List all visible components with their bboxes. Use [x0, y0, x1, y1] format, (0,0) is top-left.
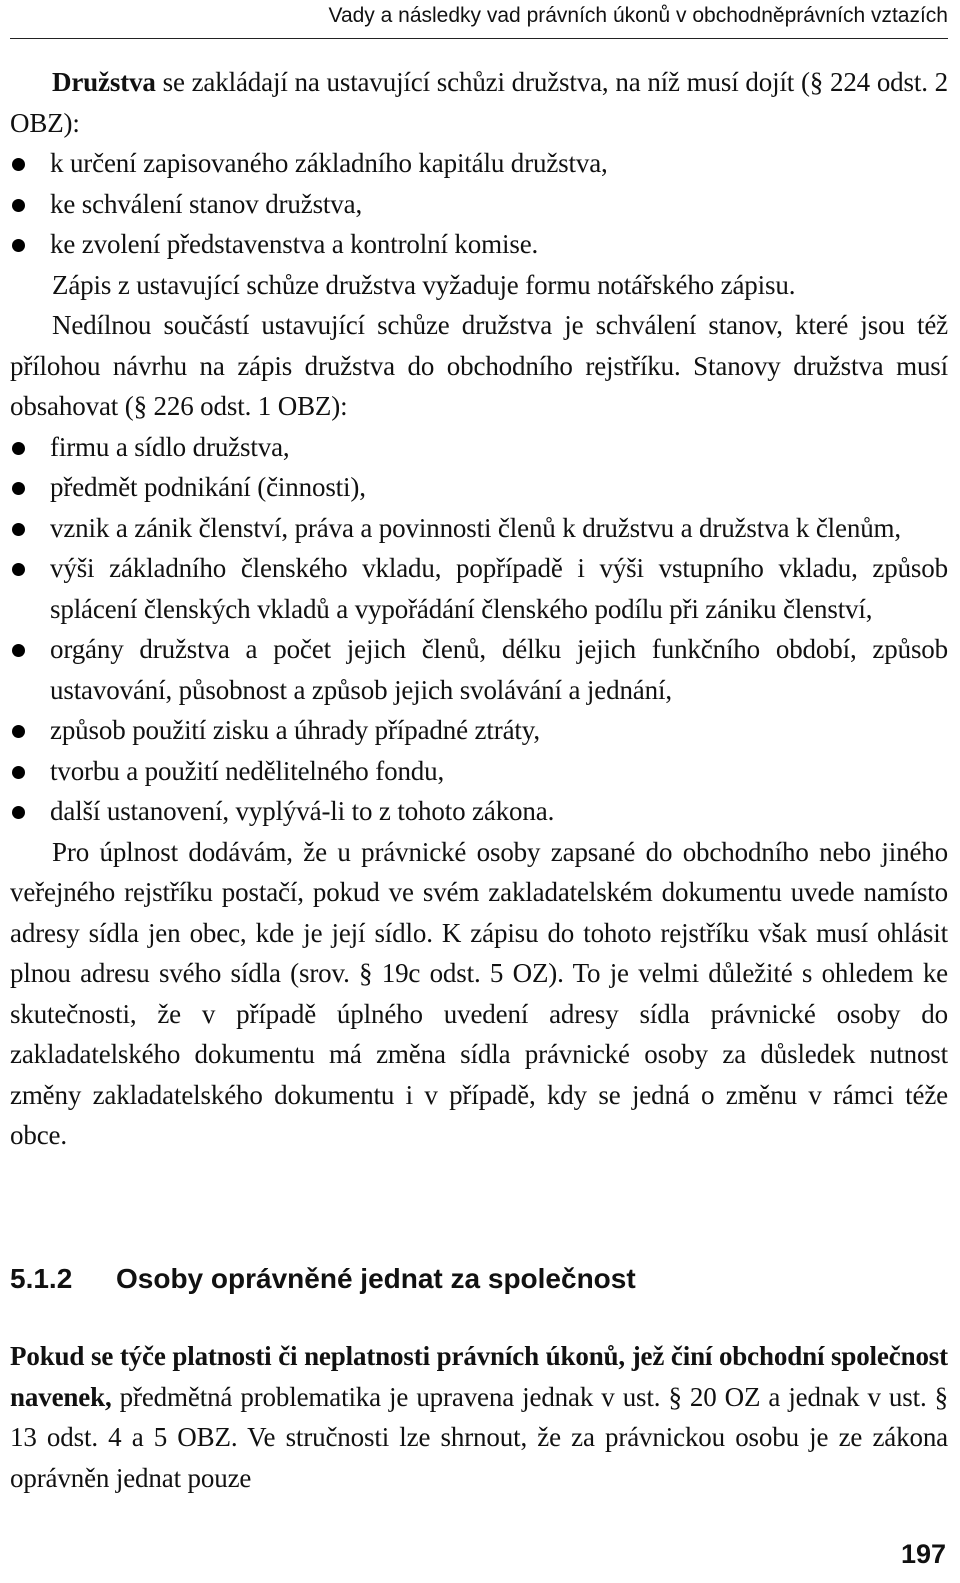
list-item: tvorbu a použití nedělitelného fondu, [10, 751, 948, 792]
statutes-paragraph: Nedílnou součástí ustavující schůze družstva je schválení stanov, které jsou též přílohou návrhu na zápis družstva do obchodního rejstříku. Stanovy družstva musí obsahovat (§ 226 odst. 1 OBZ): [10, 310, 948, 421]
list-item: předmět podnikání (činnosti), [10, 467, 948, 508]
section-heading [10, 1262, 948, 1296]
intro-paragraph [10, 62, 948, 143]
list-item: způsob použití zisku a úhrady případné ztráty, [10, 710, 948, 751]
bullet-icon [12, 563, 25, 576]
bullet-icon [12, 806, 25, 819]
bullet-icon [12, 725, 25, 738]
founding-meeting-list [10, 143, 948, 265]
intro-bold-lead: Družstva [52, 67, 156, 97]
list-item: výši základního členského vkladu, popřípadě i výši vstupního vkladu, způsob splácení členských vkladů a vypořádání členského podílu při zániku členství, [10, 548, 948, 629]
statutes-content-list [10, 427, 948, 832]
body-text-lower [10, 1336, 948, 1498]
representation-paragraph [10, 1336, 948, 1498]
header-rule [10, 38, 948, 39]
list-item: další ustanovení, vyplývá-li to z tohoto zákona. [10, 791, 948, 832]
list-item: k určení zapisovaného základního kapitálu družstva, [10, 143, 948, 184]
bullet-icon [12, 482, 25, 495]
list-item: ke zvolení představenstva a kontrolní komise. [10, 224, 948, 265]
bullet-icon [12, 442, 25, 455]
body-text-upper [10, 62, 948, 1156]
section-number: 5.1.2 [10, 1263, 73, 1294]
list-item: vznik a zánik členství, práva a povinnosti členů k družstvu a družstva k členům, [10, 508, 948, 549]
bullet-icon [12, 766, 25, 779]
bullet-icon [12, 158, 25, 171]
bullet-icon [12, 644, 25, 657]
bullet-icon [12, 239, 25, 252]
notarial-record-paragraph: Zápis z ustavující schůze družstva vyžaduje formu notářského zápisu. [52, 269, 796, 300]
bullet-icon [12, 523, 25, 536]
bullet-icon [12, 199, 25, 212]
registered-office-paragraph: Pro úplnost dodávám, že u právnické osoby zapsané do obchodního nebo jiného veřejného rejstříku postačí, pokud ve svém zakladatelském dokumentu uvede namísto adresy sídla jen obec, kde je její sídlo. K zápisu do tohoto rejstříku však musí ohlásit plnou adresu svého sídla (srov. § 19c odst. 5 OZ). To je velmi důležité s ohledem ke skutečnosti, že v případě úplného uvedení adresy sídla právnické osoby do zakladatelského dokumentu má změna sídla právnické osoby za důsledek nutnost změny zakladatelského dokumentu i v případě, kdy se jedná o změnu v rámci téže obce. [10, 836, 948, 1150]
running-header: Vady a následky vad právních úkonů v obchodněprávních vztazích [328, 4, 948, 27]
page-number: 197 [900, 1539, 946, 1569]
representation-bold-lead: Pokud se týče platnosti či neplatnosti právních úkonů, jež činí obchodní společnost navenek, [10, 1341, 948, 1412]
list-item: firmu a sídlo družstva, [10, 427, 948, 468]
intro-text: se zakládají na ustavující schůzi družstva, na níž musí dojít (§ 224 odst. 2 OBZ): [10, 67, 948, 138]
representation-text: předmětná problematika je upravena jednak v ust. § 20 OZ a jednak v ust. § 13 odst. 4 a 5 OBZ. Ve stručnosti lze shrnout, že za právnickou osobu je ze zákona oprávněn jednat pouze [10, 1381, 948, 1493]
list-item: ke schválení stanov družstva, [10, 184, 948, 225]
section-title: Osoby oprávněné jednat za společnost [116, 1263, 636, 1294]
list-item: orgány družstva a počet jejich členů, délku jejich funkčního období, způsob ustavování, působnost a způsob jejich svolávání a jednání, [10, 629, 948, 710]
